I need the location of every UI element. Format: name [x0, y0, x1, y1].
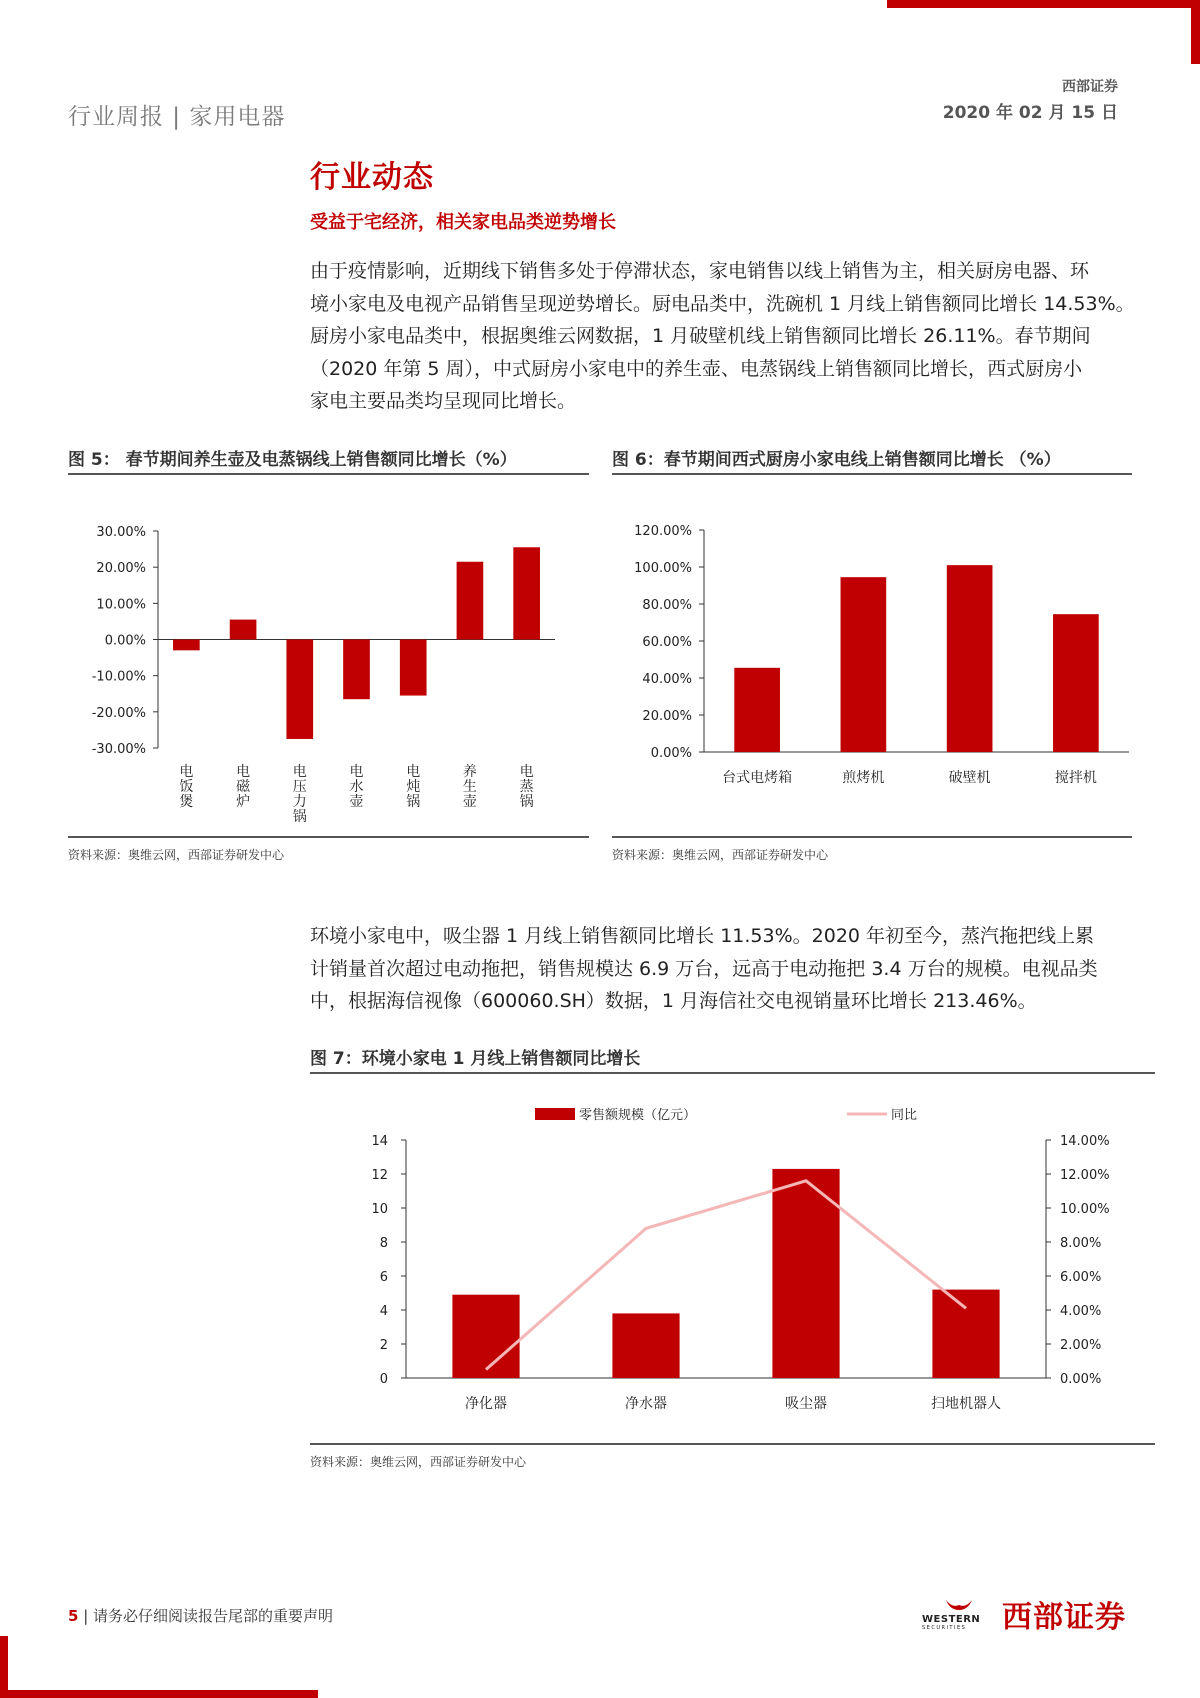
y-tick-label-left: 8 [379, 1236, 388, 1251]
figure-6-title: 图 6：春节期间西式厨房小家电线上销售额同比增长 （%） [612, 450, 1061, 470]
x-tick-label: 煎烤机 [842, 770, 885, 786]
bar [1053, 614, 1099, 752]
y-tick-label-right: 0.00% [1060, 1372, 1102, 1387]
logo-cn: 西部证券 [1002, 1600, 1126, 1635]
y-tick-label: 100.00% [634, 561, 692, 576]
bar [230, 620, 257, 640]
y-tick-label-right: 4.00% [1060, 1304, 1102, 1319]
y-tick-label-right: 10.00% [1060, 1202, 1110, 1217]
y-tick-label: -20.00% [91, 705, 146, 721]
x-tick-label: 净水器 [625, 1396, 667, 1412]
top-red-bar [887, 0, 1200, 8]
report-category: 行业周报 | 家用电器 [68, 104, 286, 130]
legend-swatch-bars [535, 1108, 575, 1120]
paragraph-2-line: 环境小家电中，吸尘器 1 月线上销售额同比增长 11.53%。2020 年初至今，蒸汽拖把线上累 [310, 925, 1095, 947]
x-tick-label: 电磁炉 [236, 764, 251, 810]
y-tick-label-right: 6.00% [1060, 1270, 1102, 1285]
x-tick-label: 扫地机器人 [931, 1396, 1001, 1412]
y-tick-label: -30.00% [91, 742, 146, 757]
y-tick-label-right: 8.00% [1060, 1236, 1102, 1251]
series-line [486, 1181, 966, 1370]
legend-label-line: 同比 [891, 1108, 918, 1123]
figure-5-title: 图 5： 春节期间养生壶及电蒸锅线上销售额同比增长（%） [68, 450, 517, 470]
y-tick-label-left: 12 [371, 1168, 388, 1183]
y-tick-label-left: 4 [379, 1304, 388, 1319]
figure-7-bottom-rule [310, 1443, 1155, 1445]
y-tick-label: -10.00% [91, 669, 146, 685]
x-tick-label: 搅拌机 [1054, 770, 1097, 786]
x-tick-label: 电水壶 [349, 764, 364, 810]
disclaimer-text: | 请务必仔细阅读报告尾部的重要声明 [83, 1607, 334, 1625]
bar [841, 577, 887, 752]
figure-7-top-rule [310, 1072, 1155, 1074]
paragraph-1-line: 境小家电及电视产品销售呈现逆势增长。厨电品类中，洗碗机 1 月线上销售额同比增长 14.53%。 [310, 292, 1135, 315]
y-tick-label-left: 14 [371, 1134, 388, 1149]
y-tick-label-left: 0 [379, 1372, 388, 1387]
footer-notice [68, 1605, 333, 1626]
y-tick-label: 40.00% [642, 672, 692, 687]
y-tick-label-right: 2.00% [1060, 1338, 1102, 1353]
legend-label-bars: 零售额规模（亿元） [579, 1108, 697, 1123]
paragraph-1-line: （2020 年第 5 周），中式厨房小家电中的养生壶、电蒸锅线上销售额同比增长，西式厨房小 [310, 357, 1083, 380]
paragraph-2-line: 计销量首次超过电动拖把，销售规模达 6.9 万台，远高于电动拖把 3.4 万台的规模。电视品类 [310, 957, 1098, 980]
x-tick-label: 电压力锅 [292, 764, 307, 825]
logo-en [922, 1614, 980, 1631]
bottom-red-bar [0, 1690, 318, 1698]
y-tick-label-left: 6 [379, 1270, 388, 1285]
x-tick-label: 净化器 [465, 1396, 507, 1412]
left-red-bar [0, 1636, 8, 1698]
bar [612, 1313, 679, 1378]
figure-5-bottom-rule [68, 836, 589, 838]
bar [947, 565, 993, 752]
bar [734, 668, 780, 752]
bar [932, 1290, 999, 1378]
x-tick-label: 电炖锅 [406, 764, 421, 810]
y-tick-label: 120.00% [634, 524, 692, 539]
figure-5-top-rule [68, 473, 589, 475]
right-red-bar [1191, 0, 1200, 64]
paragraph-1-line: 由于疫情影响，近期线下销售多处于停滞状态，家电销售以线上销售为主，相关厨房电器、环 [310, 260, 1090, 282]
paragraph-1 [310, 255, 1140, 418]
y-tick-label: 20.00% [96, 561, 146, 577]
y-tick-label: 10.00% [96, 597, 146, 613]
x-tick-label: 台式电烤箱 [722, 770, 793, 786]
bar [452, 1295, 519, 1378]
x-tick-label: 破壁机 [948, 770, 991, 786]
bull-logo-icon [944, 1598, 974, 1612]
y-tick-label-left: 2 [379, 1338, 388, 1353]
y-tick-label: 20.00% [642, 709, 692, 724]
bar [173, 640, 200, 651]
section-title: 行业动态 [310, 160, 434, 195]
section-subtitle: 受益于宅经济，相关家电品类逆势增长 [310, 212, 616, 233]
x-tick-label: 电饭煲 [179, 764, 194, 810]
y-tick-label: 60.00% [642, 635, 692, 650]
bar [343, 640, 370, 700]
y-tick-label: 30.00% [96, 525, 146, 540]
figure-7-source: 资料来源：奥维云网，西部证券研发中心 [310, 1455, 527, 1469]
paragraph-1-line: 家电主要品类均呈现同比增长。 [310, 390, 577, 412]
company-name: 西部证券 [1062, 79, 1118, 95]
logo-en-text: WESTERN [922, 1614, 981, 1625]
figure-7-chart [310, 1095, 1155, 1425]
y-tick-label-right: 12.00% [1060, 1168, 1110, 1183]
x-tick-label: 吸尘器 [785, 1396, 827, 1412]
y-tick-label: 0.00% [650, 746, 692, 761]
paragraph-2-line: 中，根据海信视像（600060.SH）数据，1 月海信社交电视销量环比增长 213.46%。 [310, 990, 1037, 1012]
y-tick-label: 80.00% [642, 598, 692, 613]
y-tick-label-left: 10 [371, 1202, 388, 1217]
figure-6-top-rule [612, 473, 1132, 475]
paragraph-2 [310, 920, 1140, 1018]
figure-6-bottom-rule [612, 836, 1132, 838]
x-tick-label: 养生壶 [462, 764, 477, 810]
page-number: 5 [68, 1607, 79, 1625]
bar [400, 640, 427, 696]
figure-5-chart [60, 500, 580, 830]
bar [457, 562, 484, 640]
figure-5-source: 资料来源：奥维云网，西部证券研发中心 [68, 848, 285, 862]
bar [286, 640, 313, 739]
bar [513, 547, 540, 639]
paragraph-1-line: 厨房小家电品类中，根据奥维云网数据，1 月破壁机线上销售额同比增长 26.11%。春节期间 [310, 325, 1091, 347]
figure-6-source: 资料来源：奥维云网，西部证券研发中心 [612, 848, 829, 862]
figure-6-chart [604, 500, 1134, 800]
report-date: 2020 年 02 月 15 日 [942, 103, 1118, 123]
y-tick-label: 0.00% [104, 633, 146, 649]
logo-en-sub: SECURITIES [922, 1625, 967, 1631]
x-tick-label: 电蒸锅 [519, 764, 534, 810]
y-tick-label-right: 14.00% [1060, 1134, 1110, 1149]
figure-7-title: 图 7：环境小家电 1 月线上销售额同比增长 [310, 1049, 641, 1069]
